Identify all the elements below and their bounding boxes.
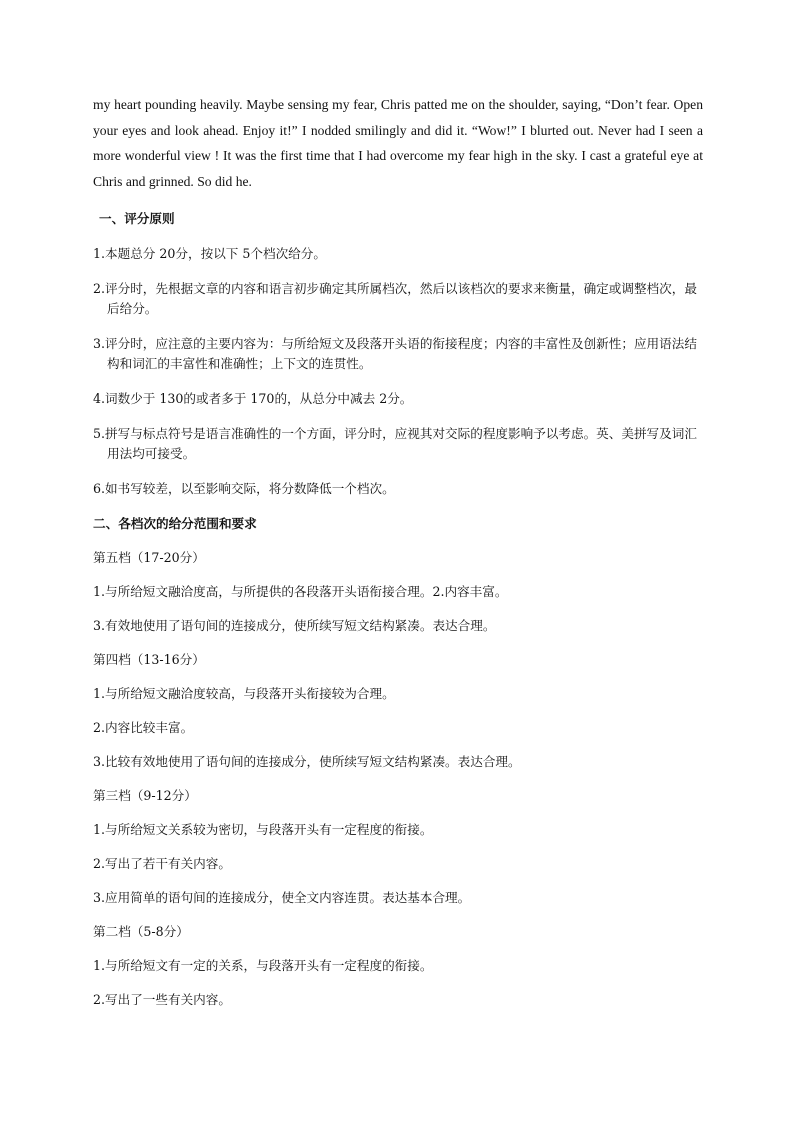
section-heading-scoring-principles: 一、评分原则 (99, 211, 175, 226)
tier-item: 1.与所给短文关系较为密切，与段落开头有一定程度的衔接。 (93, 822, 433, 837)
tier-2 (93, 922, 703, 1010)
principle-item-5: 5.拼写与标点符号是语言准确性的一个方面，评分时，应视其对交际的程度影响予以考虑。英、美拼写及词汇用法均可接受。 (93, 426, 697, 461)
tier-item: 2.写出了一些有关内容。 (93, 992, 231, 1007)
tier-item: 1.与所给短文有一定的关系，与段落开头有一定程度的衔接。 (93, 958, 433, 973)
tier-item: 2.内容比较丰富。 (93, 720, 194, 735)
principle-item-2: 2.评分时，先根据文章的内容和语言初步确定其所属档次，然后以该档次的要求来衡量，确定或调整档次，最后给分。 (93, 281, 697, 316)
document-page (93, 92, 703, 1024)
principle-item-1: 1.本题总分 20分，按以下 5个档次给分。 (93, 246, 326, 261)
tier-item: 1.与所给短文融洽度高，与所提供的各段落开头语衔接合理。2.内容丰富。 (93, 584, 508, 599)
tier-item: 2.写出了若干有关内容。 (93, 856, 231, 871)
tier-item: 3.应用简单的语句间的连接成分，使全文内容连贯。表达基本合理。 (93, 890, 471, 905)
tier-5 (93, 548, 703, 636)
tier-title: 第三档（9-12分） (93, 788, 197, 803)
tier-title: 第二档（5-8分） (93, 924, 189, 939)
scoring-principles-section (93, 209, 703, 499)
section-heading-tier-requirements: 二、各档次的给分范围和要求 (93, 516, 257, 531)
principle-item-4: 4.词数少于 130的或者多于 170的，从总分中减去 2分。 (93, 391, 413, 406)
tier-title: 第四档（13-16分） (93, 652, 205, 667)
story-continuation-paragraph: my heart pounding heavily. Maybe sensing my fear, Chris patted me on the shoulder, saying, “Don’t fear. Open your eyes and look ahead. Enjoy it!” I nodded smilingly and did it. “Wow!” I blurted out. Never had I seen a more wonderful view ! It was the first time that I had overcome my fear high in the sky. I cast a grateful eye at Chris and grinned. So did he. (93, 97, 703, 189)
tier-4 (93, 650, 703, 772)
tier-3 (93, 786, 703, 908)
tier-item: 3.有效地使用了语句间的连接成分，使所续写短文结构紧凑。表达合理。 (93, 618, 496, 633)
tier-item: 3.比较有效地使用了语句间的连接成分，使所续写短文结构紧凑。表达合理。 (93, 754, 521, 769)
tier-requirements-section (93, 514, 703, 1010)
principle-item-3: 3.评分时，应注意的主要内容为：与所给短文及段落开头语的衔接程度；内容的丰富性及创新性；应用语法结构和词汇的丰富性和准确性；上下文的连贯性。 (93, 336, 697, 371)
tier-title: 第五档（17-20分） (93, 550, 205, 565)
principle-item-6: 6.如书写较差，以至影响交际，将分数降低一个档次。 (93, 481, 395, 496)
tier-item: 1.与所给短文融洽度较高，与段落开头衔接较为合理。 (93, 686, 395, 701)
